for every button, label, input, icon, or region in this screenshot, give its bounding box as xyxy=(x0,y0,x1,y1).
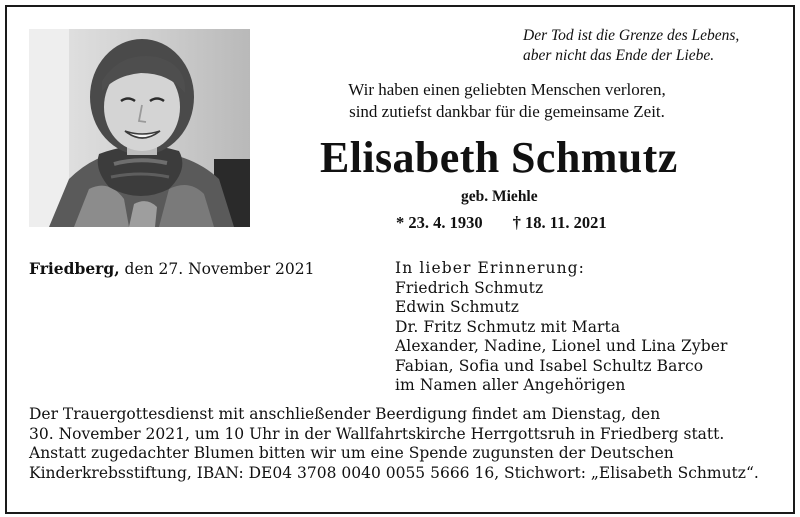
motto-line-2: aber nicht das Ende der Liebe. xyxy=(523,47,715,64)
notice-line: Anstatt zugedachter Blumen bitten wir um eine Spende zugunsten der Deutschen xyxy=(29,444,674,462)
place-and-date xyxy=(29,259,315,278)
mourners-list xyxy=(395,259,728,396)
intro-line-1: Wir haben einen geliebten Menschen verloren, xyxy=(348,80,666,99)
birth-name: geb. Miehle xyxy=(461,188,538,205)
portrait-photo xyxy=(29,29,250,227)
life-dates xyxy=(396,213,607,233)
motto-line-1: Der Tod ist die Grenze des Lebens, xyxy=(523,27,740,44)
mourner-name: im Namen aller Angehörigen xyxy=(395,376,626,394)
notice-line: Der Trauergottesdienst mit anschließender Beerdigung findet am Dienstag, den xyxy=(29,405,661,423)
mourner-name: Fabian, Sofia und Isabel Schultz Barco xyxy=(395,356,704,375)
intro-line-2: sind zutiefst dankbar für die gemeinsame Zeit. xyxy=(349,102,665,121)
notice-line: Kinderkrebsstiftung, IBAN: DE04 3708 0040 0055 5666 16, Stichwort: „Elisabeth Schmutz“. xyxy=(29,463,759,482)
notice-line: 30. November 2021, um 10 Uhr in der Wallfahrtskirche Herrgottsruh in Friedberg statt. xyxy=(29,424,725,443)
service-notice xyxy=(29,405,759,483)
mourner-name: Alexander, Nadine, Lionel und Lina Zyber xyxy=(395,337,728,355)
intro-text xyxy=(322,79,692,123)
mourner-name: Dr. Fritz Schmutz mit Marta xyxy=(395,317,621,336)
mourner-name: Friedrich Schmutz xyxy=(395,278,544,297)
motto-quote xyxy=(523,26,783,66)
deceased-name: Elisabeth Schmutz xyxy=(320,133,678,182)
death-date: † 18. 11. 2021 xyxy=(512,213,607,232)
birth-date: * 23. 4. 1930 xyxy=(396,213,483,232)
mourner-name: Edwin Schmutz xyxy=(395,298,520,316)
place-city: Friedberg, xyxy=(29,259,120,278)
mourners-heading: In lieber Erinnerung: xyxy=(395,259,585,277)
notice-date: den 27. November 2021 xyxy=(119,260,315,278)
